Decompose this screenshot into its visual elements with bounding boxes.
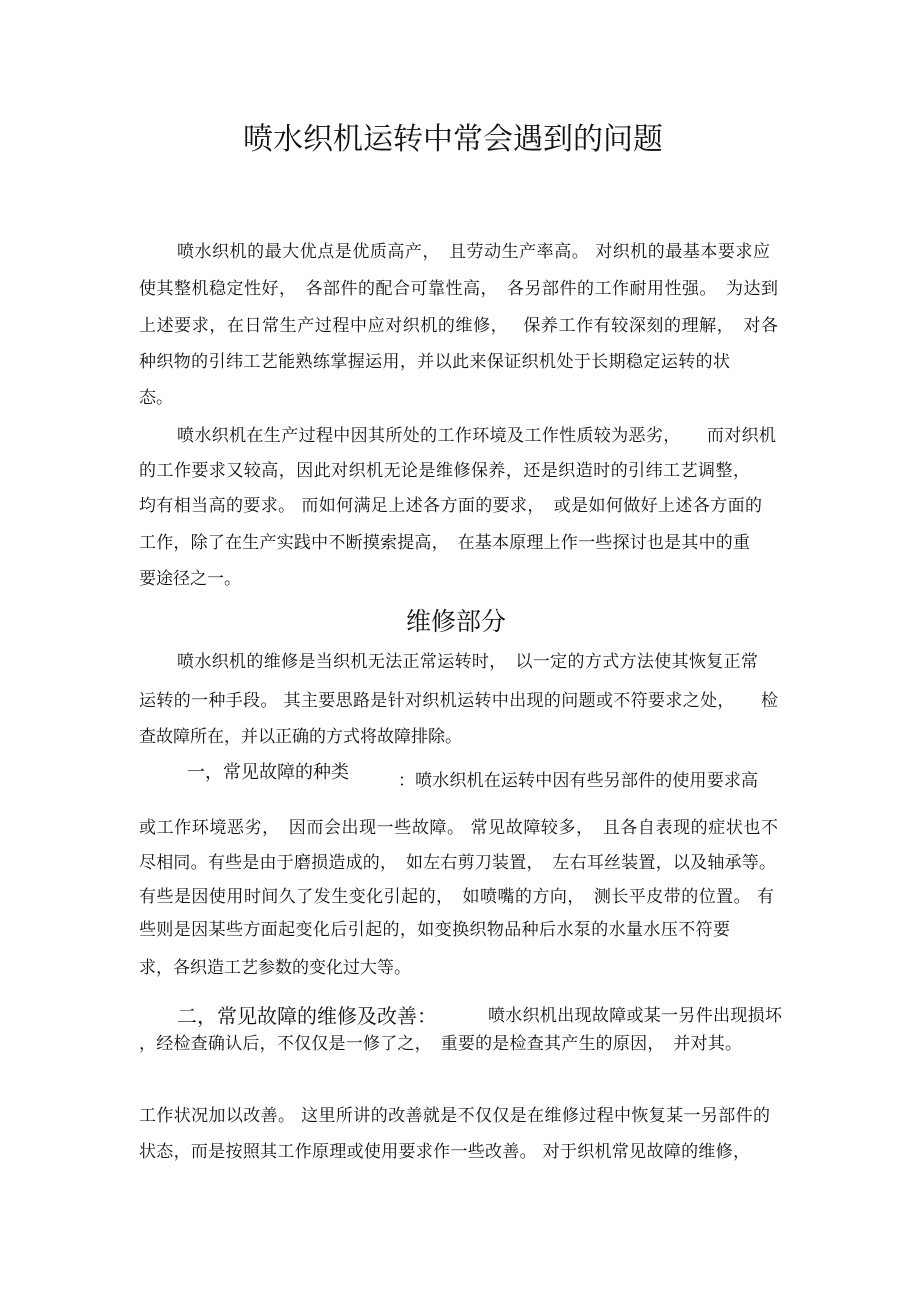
text-line: 上述要求，在日常生产过程中应对织机的维修， 保养工作有较深刻的理解， 对各 [139,316,778,336]
text-line: 工作，除了在生产实践中不断摸索提高， 在基本原理上作一些探讨也是其中的重 [139,533,750,553]
text-line: 种织物的引纬工艺能熟练掌握运用，并以此来保证织机处于长期稳定运转的状 [139,352,730,372]
text-line: 或工作环境恶劣， 因而会出现一些故障。 常见故障较多， 且各自表现的症状也不 [139,818,778,838]
document-title: 喷水织机运转中常会遇到的问题 [243,122,663,157]
text-line: ，经检查确认后，不仅仅是一修了之， 重要的是检查其产生的原因， 并对其。 [139,1034,742,1054]
text-line: 均有相当高的要求。 而如何满足上述各方面的要求， 或是如何做好上述各方面的 [139,496,762,516]
section-heading: 维修部分 [405,607,506,636]
text-line: 求，各织造工艺参数的变化过大等。 [139,958,411,978]
text-line: 态。 [139,388,173,408]
text-line: 喷水织机的最大优点是优质高产， 且劳动生产率高。 对织机的最基本要求应 [177,242,770,262]
text-line: 工作状况加以改善。 这里所讲的改善就是不仅仅是在维修过程中恢复某一另部件的 [139,1106,770,1126]
text-line: 使其整机稳定性好， 各部件的配合可靠性高， 各另部件的工作耐用性强。 为达到 [139,279,778,299]
text-line: 喷水织机在生产过程中因其所处的工作环境及工作性质较为恶劣， 而对织机 [177,426,776,446]
text-line: 查故障所在，并以正确的方式将故障排除。 [139,727,462,747]
text-line: 运转的一种手段。 其主要思路是针对织机运转中出现的问题或不符要求之处， 检 [139,691,778,711]
text-line: ：喷水织机在运转中因有些另部件的使用要求高 [398,771,758,791]
subsection-heading: 二，常见故障的维修及改善： [177,1004,437,1028]
text-line: 状态，而是按照其工作原理或使用要求作一些改善。 对于织机常见故障的维修， [139,1142,750,1162]
text-line: 要途径之一。 [139,569,241,589]
text-line: 有些是因使用时间久了发生变化引起的， 如喷嘴的方向， 测长平皮带的位置。 有 [139,887,774,907]
text-line: 尽相同。有些是由于磨损造成的， 如左右剪刀装置， 左右耳丝装置，以及轴承等。 [139,853,776,873]
text-line: 喷水织机出现故障或某一另件出现损坏 [488,1006,782,1026]
text-line: 的工作要求又较高，因此对织机无论是维修保养，还是织造时的引纬工艺调整， [139,461,750,481]
text-line: 些则是因某些方面起变化后引起的，如变换织物品种后水泵的水量水压不符要 [139,920,730,940]
subsection-heading: 一，常见故障的种类 [187,762,349,783]
text-line: 喷水织机的维修是当织机无法正常运转时， 以一定的方式方法使其恢复正常 [177,652,758,672]
